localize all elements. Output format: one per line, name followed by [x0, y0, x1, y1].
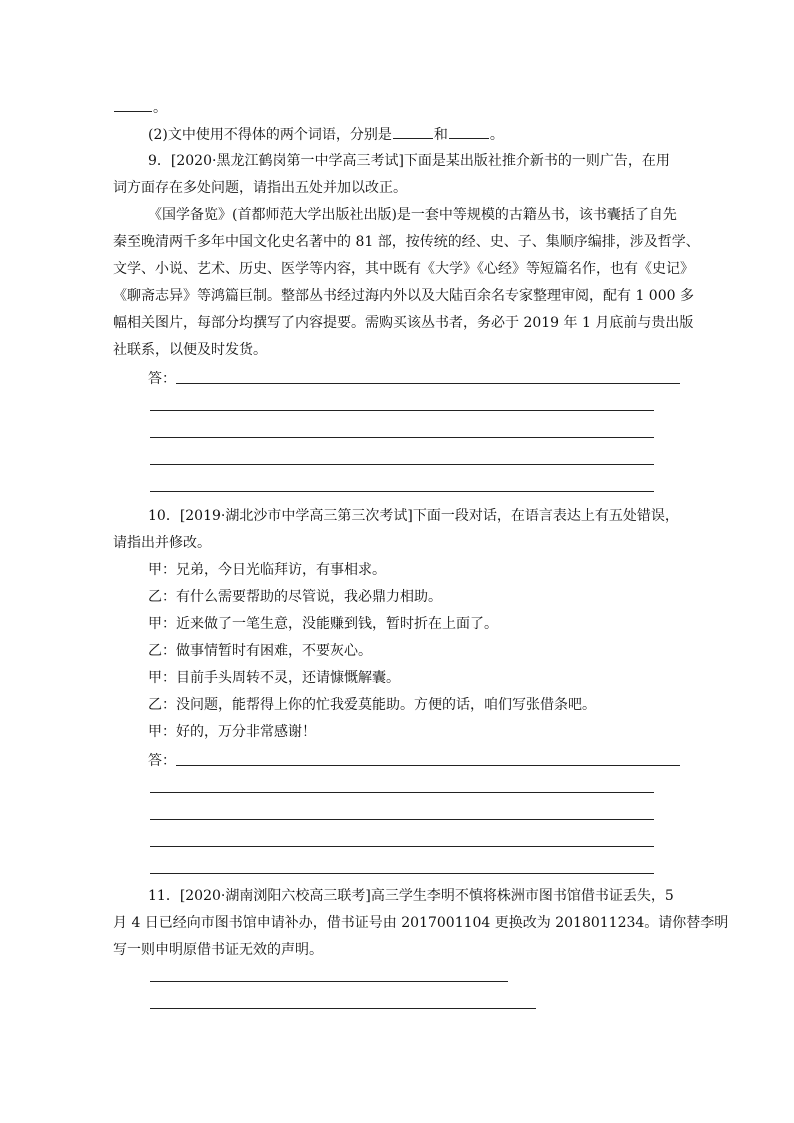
q2-end: 。 — [489, 127, 504, 143]
q10-answer-line[interactable] — [150, 792, 654, 793]
q9-answer-line[interactable] — [176, 383, 680, 384]
q9-answer-line[interactable] — [150, 464, 654, 465]
answer-blank — [393, 124, 433, 139]
q9-answer-line[interactable] — [150, 437, 654, 438]
q11-stem-line: 11．[2020·湖南浏阳六校高三联考]高三学生李明不慎将株洲市图书馆借书证丢失，5 — [148, 888, 674, 904]
q11-answer-line[interactable] — [150, 1008, 536, 1009]
q9-stem-line2: 词方面存在多处问题，请指出五处并加以改正。 — [113, 180, 407, 196]
q10-stem-line1: 10．[2019·湖北沙市中学高三第三次考试]下面一段对话，在语言表达上有五处错误， — [148, 508, 679, 524]
q9-answer-line[interactable] — [150, 410, 654, 411]
q10-dialogue-line: 乙：没问题，能帮得上你的忙我爱莫能助。方便的话，咱们写张借条吧。 — [148, 697, 596, 713]
q10-dialogue-line: 乙：做事情暂时有困难，不要灰心。 — [148, 643, 372, 659]
q10-dialogue-line: 甲：好的，万分非常感谢！ — [148, 724, 316, 740]
period: 。 — [153, 100, 167, 116]
prev-answer-line — [113, 97, 167, 117]
q9-stem-line1: 9．[2020·黑龙江鹤岗第一中学高三考试]下面是某出版社推介新书的一则广告，在用 — [148, 153, 670, 169]
q9-paragraph-line: 秦至晚清两千多年中国文化史名著中的 81 部，按传统的经、史、子、集顺序编排，涉及哲学、 — [113, 234, 700, 250]
q10-answer-line[interactable] — [150, 819, 654, 820]
q9-answer-line[interactable] — [150, 491, 654, 492]
q9-paragraph-line: 社联系，以便及时发货。 — [113, 342, 267, 358]
q11-stem-line: 写一则申明原借书证无效的声明。 — [113, 942, 323, 958]
q10-dialogue-line: 甲：目前手头周转不灵，还请慷慨解囊。 — [148, 670, 400, 686]
q10-dialogue-line: 甲：近来做了一笔生意，没能赚到钱，暂时折在上面了。 — [148, 616, 498, 632]
q10-dialogue-line: 乙：有什么需要帮助的尽管说，我必鼎力相助。 — [148, 589, 442, 605]
q9-answer-label: 答： — [148, 371, 176, 387]
q11-answer-line[interactable] — [150, 981, 508, 982]
q2-line — [148, 124, 504, 144]
q9-paragraph-line: 幅相关图片，每部分均撰写了内容提要。需购买该丛书者，务必于 2019 年 1 月底前与贵出版 — [113, 315, 694, 331]
q9-paragraph-line: 《国学备览》(首都师范大学出版社出版)是一套中等规模的古籍丛书，该书囊括了自先 — [148, 207, 677, 223]
q2-and: 和 — [433, 127, 448, 143]
answer-blank — [114, 97, 152, 112]
q9-paragraph-line: 文学、小说、艺术、历史、医学等内容，其中既有《大学》《心经》等短篇名作，也有《史记》 — [113, 261, 694, 277]
q2-text: (2)文中使用不得体的两个词语，分别是 — [148, 127, 392, 143]
q10-stem-line2: 请指出并修改。 — [113, 535, 211, 551]
q10-answer-label: 答： — [148, 753, 176, 769]
q10-answer-line[interactable] — [150, 846, 654, 847]
q10-answer-line[interactable] — [176, 765, 680, 766]
q11-stem-line: 月 4 日已经向市图书馆申请补办，借书证号由 2017001104 更换改为 2018011234。请你替李明 — [113, 915, 729, 931]
q9-paragraph-line: 《聊斋志异》等鸿篇巨制。整部丛书经过海内外以及大陆百余名专家整理审阅，配有 1 000 多 — [113, 288, 694, 304]
q10-dialogue-line: 甲：兄弟，今日光临拜访，有事相求。 — [148, 562, 386, 578]
answer-blank — [449, 124, 489, 139]
q10-answer-line[interactable] — [150, 873, 654, 874]
